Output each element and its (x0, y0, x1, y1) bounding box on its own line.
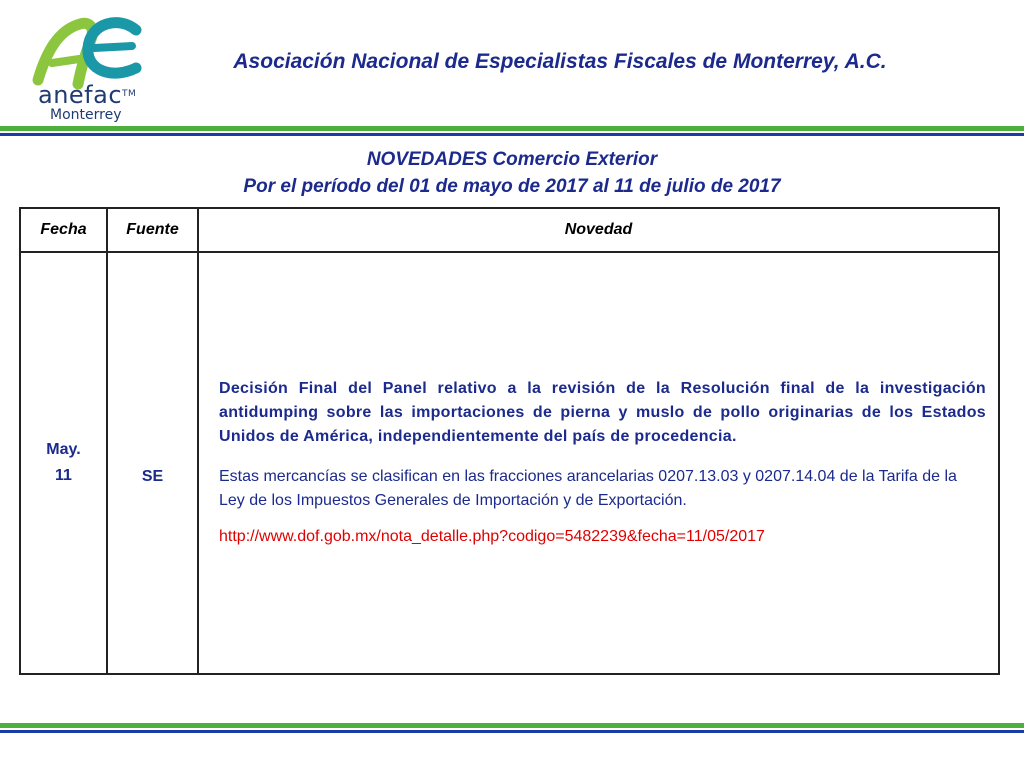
date-day: 11 (55, 467, 72, 484)
news-link[interactable]: http://www.dof.gob.mx/nota_detalle.php?codigo=5482239&fecha=11/05/2017 (219, 528, 765, 545)
table-row (20, 252, 999, 674)
top-rule-blue (0, 133, 1024, 136)
header-date: Fecha (20, 208, 107, 252)
table-header-row (20, 208, 999, 252)
logo-a-crossbar (52, 58, 86, 63)
news-body: Estas mercancías se clasifican en las fracciones arancelarias 0207.13.03 y 0207.14.04 de la Tarifa de la Ley de los Impuestos Generales de Importación y de Exportación. (219, 468, 957, 509)
header-news: Novedad (198, 208, 999, 252)
doc-title: NOVEDADES Comercio Exterior (366, 149, 658, 170)
bottom-rule-green (0, 723, 1024, 728)
date-month: May. (46, 441, 81, 458)
news-table (19, 207, 1000, 675)
org-title: Asociación Nacional de Especialistas Fiscales de Monterrey, A.C. (233, 50, 887, 73)
news-cell (198, 252, 999, 674)
logo-trademark: TM (122, 89, 137, 99)
date-cell (20, 252, 107, 674)
doc-subtitle: Por el período del 01 de mayo de 2017 al 11 de julio de 2017 (243, 176, 781, 197)
header-source: Fuente (107, 208, 198, 252)
source-value: SE (141, 468, 164, 485)
logo-wordmark (38, 82, 136, 122)
logo-brand: anefac (38, 81, 123, 109)
bottom-rule-blue (0, 730, 1024, 733)
news-title: Decisión Final del Panel relativo a la revisión de la Resolución final de la investigación antidumping sobre las importaciones de pierna y muslo de pollo originarias de los Estados Unidos de América, independientemente del país de procedencia. (219, 380, 986, 445)
logo-e-bar (94, 46, 132, 48)
source-cell (107, 252, 198, 674)
top-rule-green (0, 126, 1024, 131)
logo-city: Monterrey (50, 107, 122, 123)
